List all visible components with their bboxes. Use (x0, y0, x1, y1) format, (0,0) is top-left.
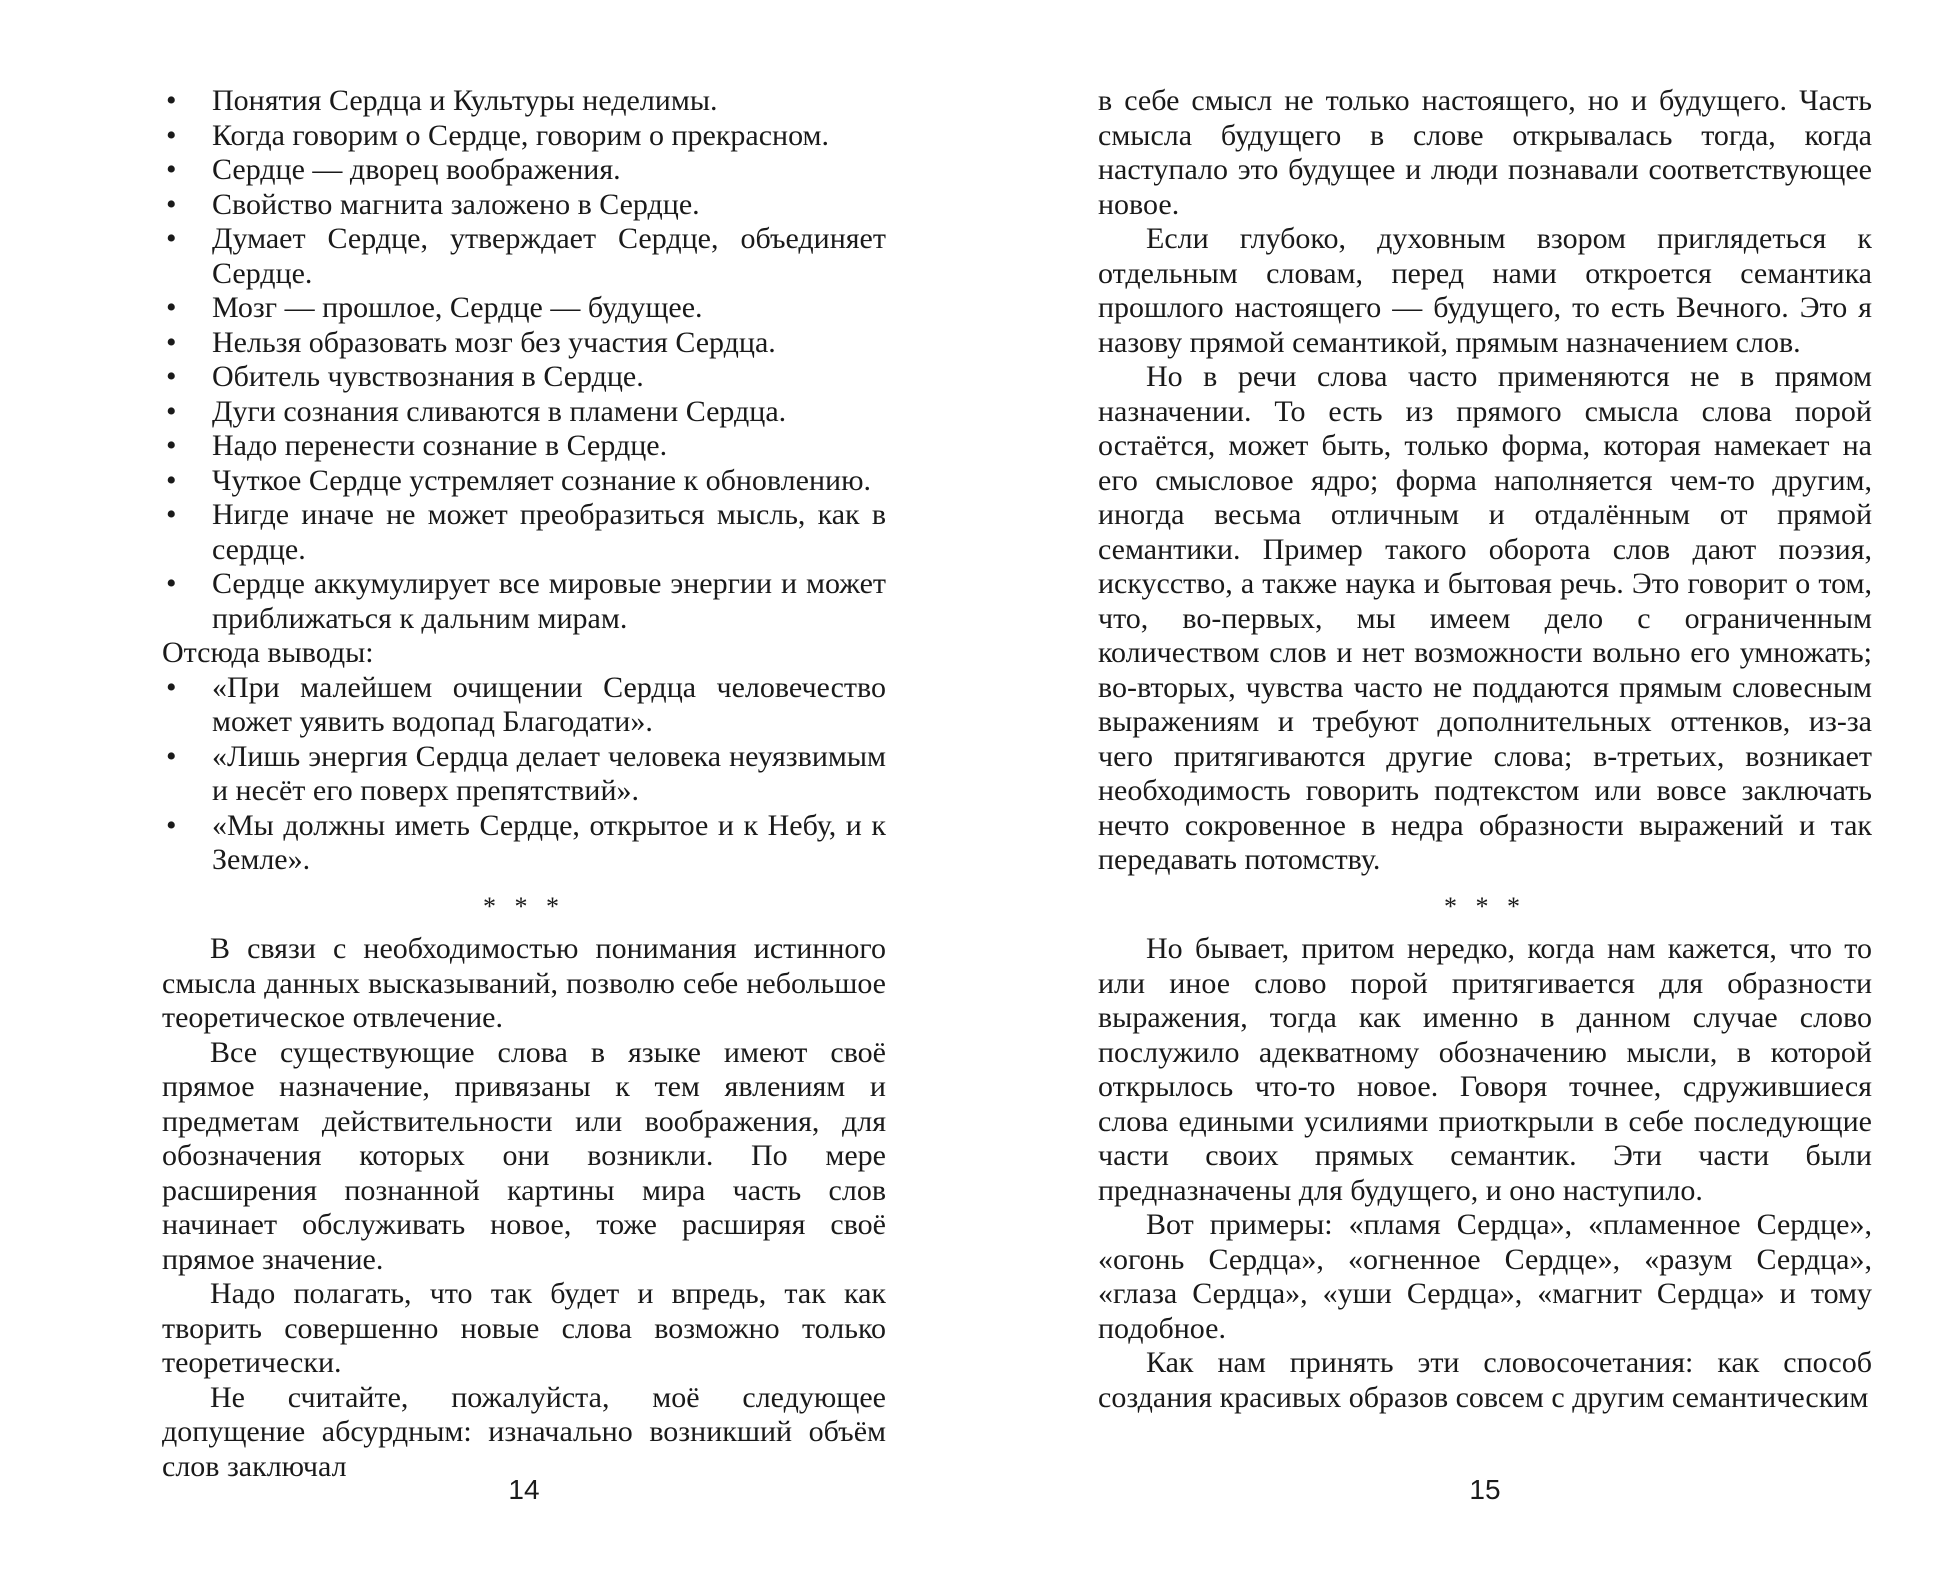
page-number: 14 (508, 1474, 540, 1505)
list-item: • Думает Сердце, утверждает Сердце, объединяет Сердце. (162, 222, 886, 291)
heart-aphorisms-list (162, 84, 886, 636)
list-item: • Сердце — дворец воображения. (162, 153, 886, 188)
right-page (1098, 0, 1872, 1569)
paragraph: Как нам принять эти словосочетания: как способ создания красивых образов совсем с другим семантическим (1098, 1346, 1872, 1414)
list-item: • «При малейшем очищении Сердца человечество может уявить водопад Благодати». (162, 671, 886, 740)
left-page (162, 0, 886, 1569)
list-item: • «Мы должны иметь Сердце, открытое и к Небу, и к Земле». (162, 809, 886, 878)
paragraph: В связи с необходимостью понимания истинного смысла данных высказываний, позволю себе небольшое теоретическое отвлечение. (162, 932, 886, 1034)
list-item: • Надо перенести сознание в Сердце. (162, 429, 886, 464)
page-number: 15 (1469, 1474, 1501, 1505)
paragraph: Но бывает, притом нередко, когда нам кажется, что то или иное слово порой притягивается для образности выражения, тогда как именно в данном случае слово послужило адекватному обозначению мысли, в которой открылось что-то новое. Говоря точнее, сдружившиеся слова едиными усилиями приоткрыли в себе последующие части своих прямых семантик. Эти части были предназначены для будущего, и оно наступило. (1098, 932, 1872, 1207)
list-item: • Нельзя образовать мозг без участия Сердца. (162, 326, 886, 361)
paragraph: Если глубоко, духовным взором приглядеться к отдельным словам, перед нами откроется семантика прошлого настоящего — будущего, то есть Вечного. Это я назову прямой семантикой, прямым назначением слов. (1098, 222, 1872, 359)
left-page-text (162, 84, 886, 1484)
list-item: • Мозг — прошлое, Сердце — будущее. (162, 291, 886, 326)
list-item: • Чуткое Сердце устремляет сознание к обновлению. (162, 464, 886, 499)
list-item: • Когда говорим о Сердце, говорим о прекрасном. (162, 119, 886, 154)
list-item: • Свойство магнита заложено в Сердце. (162, 188, 886, 223)
list-item: • Обитель чувствознания в Сердце. (162, 360, 886, 395)
list-item: • Понятия Сердца и Культуры неделимы. (162, 84, 886, 119)
right-page-text (1098, 84, 1872, 1415)
paragraph: Все существующие слова в языке имеют своё прямое назначение, привязаны к тем явлениям и предметам действительности или воображения, для обозначения которых они возникли. По мере расширения познанной картины мира часть слов начинает обслуживать новое, тоже расширяя своё прямое значение. (162, 1035, 886, 1276)
conclusions-heading: Отсюда выводы: (162, 636, 374, 669)
section-separator: * * * (1444, 891, 1526, 921)
paragraph: Вот примеры: «пламя Сердца», «пламенное Сердце», «огонь Сердца», «огненное Сердце», «разум Сердца», «глаза Сердца», «уши Сердца», «магнит Сердца» и тому подобное. (1098, 1208, 1872, 1345)
list-item: • «Лишь энергия Сердца делает человека неуязвимым и несёт его поверх препятствий». (162, 740, 886, 809)
paragraph: Но в речи слова часто применяются не в прямом назначении. То есть из прямого смысла слова порой остаётся, может быть, только форма, которая намекает на его смысловое ядро; форма наполняется чем-то другим, иногда весьма отличным и отдалённым от прямой семантики. Пример такого оборота слов дают поэзия, искусство, а также наука и бытовая речь. Это говорит о том, что, во-первых, мы имеем дело с ограниченным количеством слов и нет возможности вольно его умножать; во-вторых, чувства часто не поддаются прямым словесным выражениям и требуют дополнительных оттенков, из-за чего притягиваются другие слова; в-третьих, возникает необходимость говорить подтекстом или вовсе заключать нечто сокровенное в недра образности выражений и так передавать потомству. (1098, 360, 1872, 876)
paragraph: Надо полагать, что так будет и впредь, так как творить совершенно новые слова возможно только теоретически. (162, 1277, 886, 1379)
paragraph: Не считайте, пожалуйста, моё следующее допущение абсурдным: изначально возникший объём слов заключал (162, 1380, 886, 1483)
list-item: • Нигде иначе не может преобразиться мысль, как в сердце. (162, 498, 886, 567)
list-item: • Дуги сознания сливаются в пламени Сердца. (162, 395, 886, 430)
list-item: • Сердце аккумулирует все мировые энергии и может приближаться к дальним мирам. (162, 567, 886, 636)
conclusions-list (162, 671, 886, 878)
paragraph-continuation: в себе смысл не только настоящего, но и будущего. Часть смысла будущего в слове открывалась тогда, когда наступало это будущее и люди познавали соответствующее новое. (1098, 84, 1872, 221)
section-separator: * * * (483, 891, 565, 921)
